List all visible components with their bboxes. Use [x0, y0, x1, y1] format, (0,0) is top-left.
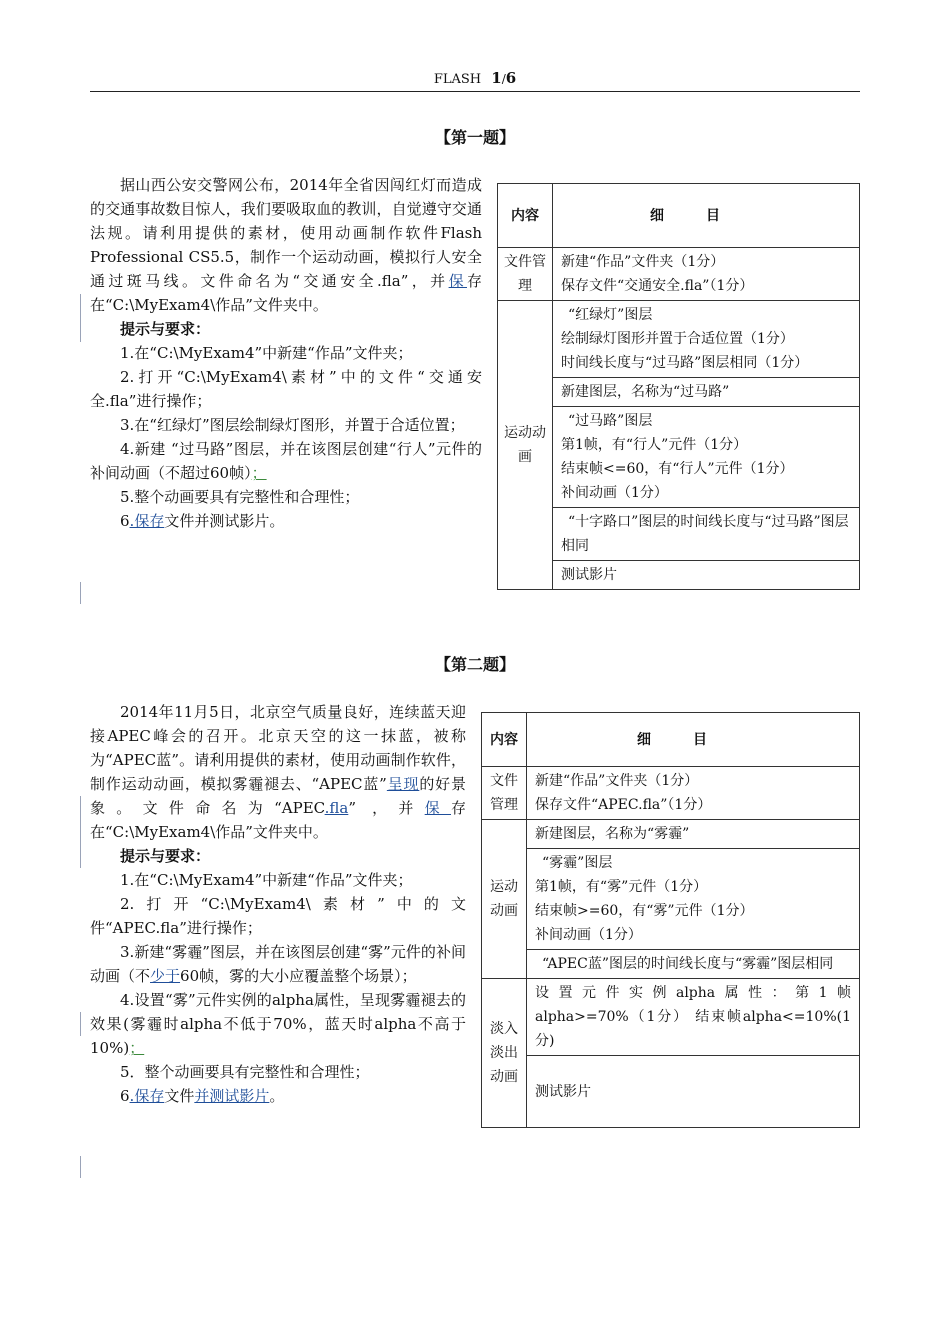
tracked-change-link[interactable]: 保 — [448, 272, 467, 290]
hint-heading: 提示与要求： — [120, 847, 211, 865]
table-row: “过马路”图层 第1帧，有“行人”元件（1分） 结束帧<=60，有“行人”元件（1分） 补间动画（1分） — [553, 407, 860, 508]
table-row: “APEC蓝”图层的时间线长度与“雾霾”图层相同 — [527, 950, 860, 979]
category-file: 文件管理 — [498, 248, 553, 301]
file-items: 新建“作品”文件夹（1分） 保存文件“APEC.fla”（1分） — [527, 767, 860, 820]
table-header-detail: 细目 — [527, 713, 860, 767]
tracked-change-link[interactable]: 保 — [424, 799, 451, 817]
revision-bar — [80, 1012, 81, 1036]
category-fade: 淡入淡出动画 — [482, 979, 527, 1128]
requirement-2: 2.打开“C:\MyExam4\素材”中的文件“APEC.fla”进行操作； — [90, 895, 466, 937]
question-1-intro: 据山西公安交警网公布，2014年全省因闯红灯而造成的交通事故数目惊人，我们要吸取血的教训，自觉遵守交通法规。请利用提供的素材，使用动画制作软件Flash Professional CS5.5，制作一个运动动画，模拟行人安全通过斑马线。文件命名为“交通安全.fla”，并保存在“C:\MyExam4\作品”文件夹中。 — [90, 176, 482, 314]
requirement-1: 1.在“C:\MyExam4”中新建“作品”文件夹； — [120, 871, 413, 889]
hint-heading: 提示与要求： — [120, 320, 211, 338]
page-number: 1/6 — [491, 69, 517, 87]
question-2-intro: 2014年11月5日，北京空气质量良好，连续蓝天迎接APEC峰会的召开。北京天空的这一抹蓝，被称为“APEC蓝”。请利用提供的素材，使用动画制作软件，制作运动动画，模拟雾霾褪去、“APEC蓝”呈现的好景象。文件命名为“APEC.fla” ，并保存在“C:\MyExam4\作品”文件夹中。 — [90, 703, 466, 841]
page-header — [90, 66, 860, 92]
requirement-3: 3.新建“雾霾”图层，并在该图层创建“雾”元件的补间动画（不少于60帧，雾的大小应覆盖整个场景）； — [90, 943, 466, 985]
header-label: FLASH — [433, 72, 482, 87]
file-items: 新建“作品”文件夹（1分） 保存文件“交通安全.fla”（1分） — [553, 248, 860, 301]
tracked-change-link[interactable]: 呈现 — [386, 775, 420, 793]
requirement-6: 6.保存文件并测试影片。 — [120, 512, 285, 530]
question-1-body — [90, 173, 482, 533]
revision-bar — [80, 796, 81, 868]
question-2-body — [90, 700, 466, 1108]
table-row: “红绿灯”图层 绘制绿灯图形并置于合适位置（1分） 时间线长度与“过马路”图层相同（1分） — [553, 301, 860, 378]
requirement-6: 6.保存文件并测试影片。 — [120, 1087, 285, 1105]
revision-bar — [80, 582, 81, 604]
table-header-content: 内容 — [498, 184, 553, 248]
category-motion: 运动动画 — [482, 820, 527, 979]
table-row: “十字路口”图层的时间线长度与“过马路”图层相同 — [553, 508, 860, 561]
tracked-change-link[interactable]: .fla — [324, 799, 349, 817]
tracked-change-link[interactable]: 少于 — [150, 967, 181, 985]
requirement-1: 1.在“C:\MyExam4”中新建“作品”文件夹； — [120, 344, 413, 362]
requirement-3: 3.在“红绿灯”图层绘制绿灯图形，并置于合适位置； — [120, 416, 465, 434]
table-row: 测试影片 — [553, 561, 860, 590]
question-2-scoring-table — [481, 712, 860, 1128]
question-1-title: 【第一题】 — [434, 128, 515, 147]
requirement-5: 5．整个动画要具有完整性和合理性； — [120, 1063, 370, 1081]
table-header-detail: 细目 — [553, 184, 860, 248]
category-file: 文件管理 — [482, 767, 527, 820]
table-row: 新建图层，名称为“过马路” — [553, 378, 860, 407]
question-2-title: 【第二题】 — [434, 655, 515, 674]
table-row: 设置元件实例alpha属性：第1帧alpha>=70%（1分） 结束帧alpha<=10%(1分) — [527, 979, 860, 1056]
tracked-change-link[interactable]: .保存 — [129, 1087, 165, 1105]
table-row: 测试影片 — [527, 1056, 860, 1128]
revision-bar — [80, 294, 81, 342]
tracked-change-link[interactable]: 并测试影片 — [194, 1087, 270, 1105]
question-1-scoring-table — [497, 183, 860, 590]
requirement-4: 4.设置“雾”元件实例的alpha属性，呈现雾霾褪去的效果(雾霾时alpha不低于70%，蓝天时alpha不高于10%)； — [90, 991, 466, 1057]
table-row: 新建图层，名称为“雾霾” — [527, 820, 860, 849]
requirement-4: 4.新建 “过马路”图层，并在该图层创建“行人”元件的补间动画（不超过60帧）； — [90, 440, 482, 482]
tracked-change-link[interactable]: .保存 — [129, 512, 165, 530]
category-motion: 运动动画 — [498, 301, 553, 590]
requirement-5: 5.整个动画要具有完整性和合理性； — [120, 488, 360, 506]
revision-bar — [80, 1156, 81, 1178]
table-row: “雾霾”图层 第1帧，有“雾”元件（1分） 结束帧>=60，有“雾”元件（1分） 补间动画（1分） — [527, 849, 860, 950]
table-header-content: 内容 — [482, 713, 527, 767]
requirement-2: 2.打开“C:\MyExam4\素材”中的文件“交通安全.fla”进行操作； — [90, 368, 482, 410]
